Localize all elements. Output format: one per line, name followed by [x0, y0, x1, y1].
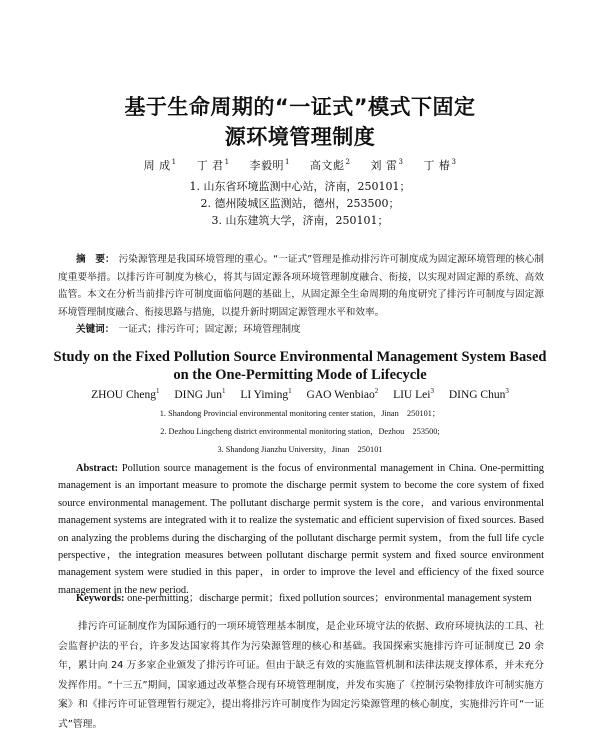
en-abstract: [58, 460, 544, 599]
en-affiliation-3: 3. Shandong Jianzhu University，Jinan 250101: [217, 445, 383, 454]
en-abstract-label: Abstract:: [76, 463, 119, 474]
en-author: LIU Lei$^3$: [393, 387, 434, 401]
cn-author: 李毅明$^1$: [249, 158, 290, 172]
cn-abstract-paragraph: [58, 251, 544, 321]
en-affiliation-1: 1. Shandong Provincial environmental monitoring center station，Jinan 250101；: [159, 409, 441, 418]
cn-author: 周 成$^1$: [143, 158, 177, 172]
cn-abstract-text: 污染源管理是我国环境管理的重心。“一证式”管理是推动排污许可制度成为固定源环境管理的核心制度重要举措。以排污许可制度为核心，将其与固定源各项环境管理制度融合、衔接，以实现对固定源的系统、高效监管。本文在分析当前排污许可制度面临问题的基础上，从固定源全生命周期的角度研究了排污许可制度与固定源环境管理制度融合、衔接思路与措施，以提升新时期固定源管理水平和效率。: [58, 254, 544, 318]
en-author: ZHOU Cheng$^1$: [91, 387, 160, 401]
cn-author: 高文彪$^2$: [310, 158, 351, 172]
en-abstract-text: Pollution source management is the focus of environmental management in China. One-permitting management is an important measure to promote the discharge permit system to become the core system of fixed source environmental management. The pollutant discharge permit system is the core，and various environmental management systems are integrated with it to realize the systematic and efficient supervision of fixed sources. Based on analyzing the problems during the discharging of the pollutant discharge permit system，from the full life cycle perspective，the integration measures between pollutant discharge permit system and fixed source environment management system were studied in this paper，in order to improve the level and efficiency of the fixed source management in the new period.: [58, 463, 544, 596]
en-keywords: [58, 590, 544, 607]
en-author: GAO Wenbiao$^2$: [306, 387, 379, 401]
en-author-list: [0, 387, 600, 401]
body-paragraph: 排污许可证制度作为国际通行的一项环境管理基本制度，是企业环境守法的依据、政府环境执法的工具、社会监督护法的平台，许多发达国家将其作为污染源管理的核心和基础。我国探索实施排污许可证制度已 20 余年，累计向 24 万多家企业颁发了排污许可证。但由于缺乏有效的实施监管机制和法律法规支撑体系，并未充分发挥作用。“十三五”期间，国家通过改革整合现有环境管理制度，并发布实施了《控制污染物排放许可制实施方案》和《排污许可证管理暂行规定》，提出将排污许可制度作为固定污染源管理的核心制度，实施排污许可“一证式”管理。: [58, 621, 544, 730]
en-author: LI Yiming$^1$: [240, 387, 292, 401]
cn-author-list: [0, 157, 600, 173]
cn-author: 丁 君$^1$: [196, 158, 230, 172]
en-title-line1: Study on the Fixed Pollution Source Environmental Management System Based: [53, 349, 547, 365]
en-author: DING Chun$^3$: [448, 387, 509, 401]
en-keywords-label: Keywords:: [76, 593, 125, 604]
en-title-line2: on the One-Permitting Mode of Lifecycle: [173, 367, 427, 383]
cn-affiliation-3: 3. 山东建筑大学，济南，250101；: [211, 214, 389, 227]
cn-keywords-text: 一证式；排污许可；固定源；环境管理制度: [118, 324, 301, 335]
cn-keywords: [58, 321, 544, 339]
en-author: DING Jun$^1$: [174, 387, 226, 401]
cn-title-line2: 源环境管理制度: [224, 125, 376, 149]
cn-author: 丁 椿$^3$: [423, 158, 457, 172]
cn-abstract-label: 摘 要：: [76, 254, 115, 265]
cn-abstract: [58, 251, 544, 339]
cn-affiliation-1: 1. 山东省环境监测中心站，济南，250101；: [189, 180, 411, 193]
cn-affiliation-2: 2. 德州陵城区监测站，德州，253500；: [200, 197, 400, 210]
cn-keywords-label: 关键词：: [76, 324, 115, 335]
cn-author: 刘 雷$^3$: [370, 158, 404, 172]
en-keywords-text: one-permitting；discharge permit；fixed pollution sources；environmental management system: [124, 593, 532, 604]
en-affiliation-2: 2. Dezhou Lingcheng district environmental monitoring station，Dezhou 253500;: [160, 427, 440, 436]
cn-title-line1: 基于生命周期的“一证式”模式下固定: [124, 95, 476, 119]
